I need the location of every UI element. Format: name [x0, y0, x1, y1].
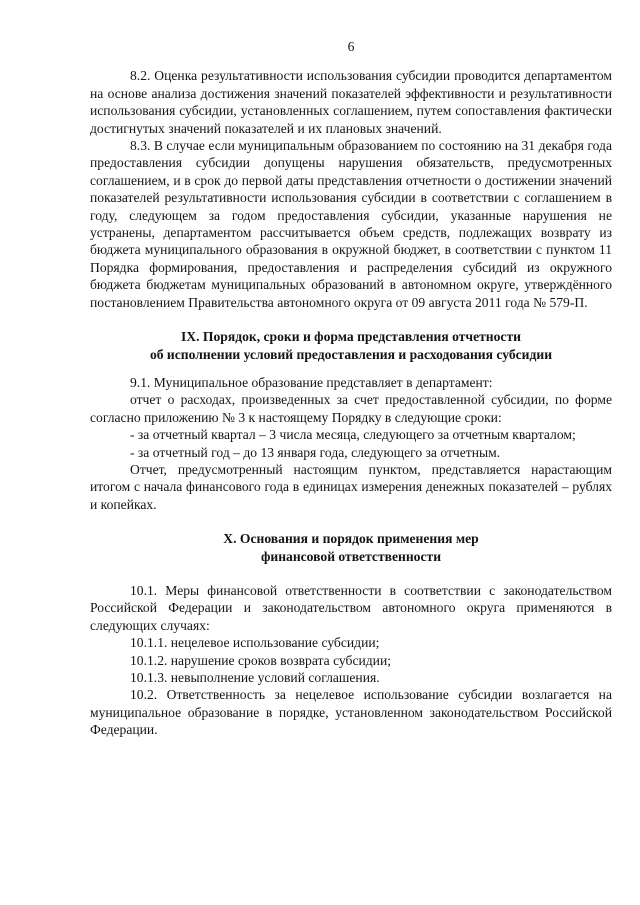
paragraph-9-1-note: Отчет, предусмотренный настоящим пунктом, представляется нарастающим итогом с начала финансового года в единицах измерения денежных показателей – рублях и копейках. [90, 461, 612, 512]
paragraph-9-1: 9.1. Муниципальное образование представляет в департамент: [130, 374, 493, 390]
paragraph-10-1-1: 10.1.1. нецелевое использование субсидии; [130, 635, 380, 651]
section-10-title-line-2: финансовой ответственности [260, 548, 442, 564]
section-10-title [90, 530, 612, 565]
section-9-title [90, 328, 612, 363]
paragraph-9-1-year: - за отчетный год – до 13 января года, следующего за отчетным. [130, 444, 501, 460]
paragraph-9-1-quarter: - за отчетный квартал – 3 числа месяца, следующего за отчетным кварталом; [130, 427, 576, 443]
paragraph-10-1-2: 10.1.2. нарушение сроков возврата субсидии; [130, 652, 392, 668]
section-10-title-line-1: X. Основания и порядок применения мер [223, 531, 479, 547]
paragraph-8-2: 8.2. Оценка результативности использования субсидии проводится департаментом на основе анализа достижения значений показателей эффективности и результативности использования субсидии, установленных соглашением, путем сопоставления фактически достигнутых значений показателей и их плановых значений. [90, 68, 612, 136]
paragraph-10-1-3: 10.1.3. невыполнение условий соглашения. [130, 670, 380, 685]
paragraph-10-1: 10.1. Меры финансовой ответственности в соответствии с законодательством Российской Федерации и законодательством автономного округа применяются в следующих случаях: [90, 582, 612, 633]
section-9-title-line-1: IX. Порядок, сроки и форма представления отчетности [181, 329, 521, 345]
paragraph-10-2: 10.2. Ответственность за нецелевое использование субсидии возлагается на муниципальное образование в порядке, установленном законодательством Российской Федерации. [90, 687, 612, 738]
paragraph-9-1-report: отчет о расходах, произведенных за счет предоставленной субсидии, по форме согласно приложению № 3 к настоящему Порядку в следующие сроки: [90, 392, 612, 425]
paragraph-8-3: 8.3. В случае если муниципальным образованием по состоянию на 31 декабря года предоставления субсидии допущены нарушения обязательств, предусмотренных соглашением, и в срок до первой даты представления отчетности о достижении значений показателей результативности использования субсидии в соответствии с соглашением в году, следующем за годом предоставления субсидии, указанные нарушения не устранены, департаментом рассчитывается объем средств, подлежащих возврату из бюджета муниципального образования в окружной бюджет, в соответствии с пунктом 11 Порядка формирования, предоставления и распределения субсидий из окружного бюджета бюджетам муниципальных образований в автономном округе, утверждённого постановлением Правительства автономного округа от 09 августа 2011 года № 579-П. [90, 138, 612, 310]
page-number: 6 [347, 39, 355, 54]
section-9-title-line-2: об исполнении условий предоставления и расходования субсидии [149, 346, 553, 362]
